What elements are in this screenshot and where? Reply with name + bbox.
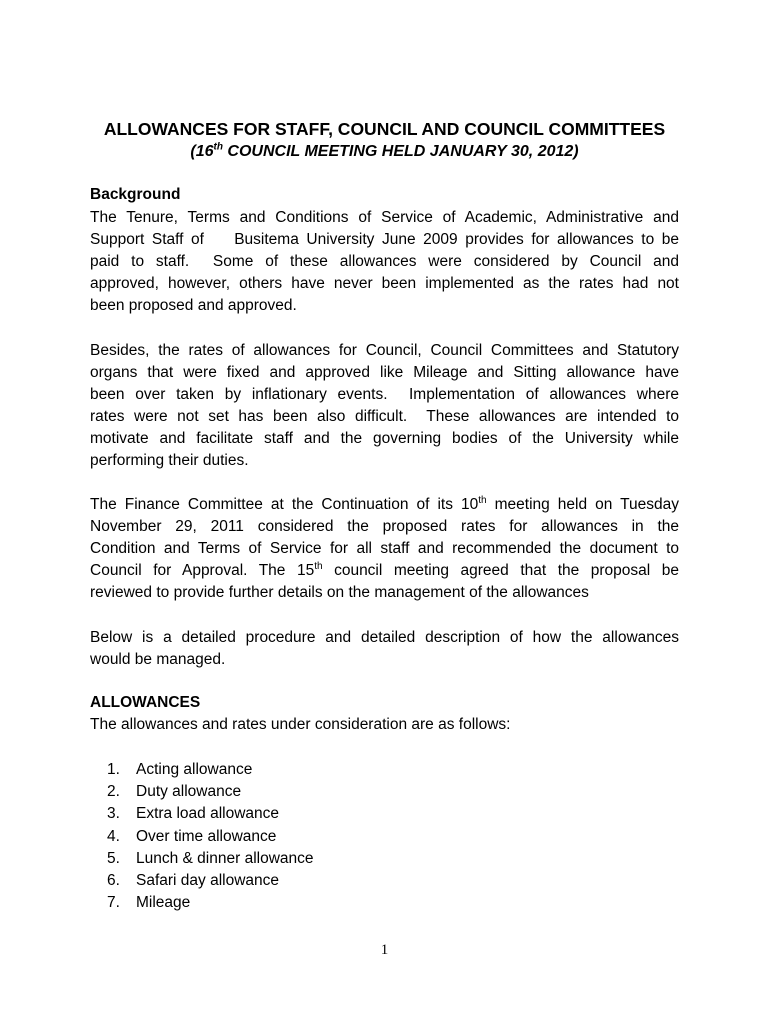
- finance-line-4-post: council meeting agreed that the proposal be: [322, 562, 679, 579]
- subtitle-rest: COUNCIL MEETING HELD JANUARY 30, 2012): [222, 143, 579, 160]
- finance-line: November 29, 2011 considered the proposed rates for allowances in the: [90, 518, 679, 535]
- finance-line: [90, 494, 679, 516]
- list-item: [107, 826, 314, 848]
- besides-line: organs that were fixed and approved like Mileage and Sitting allowance have: [90, 364, 679, 381]
- document-page: [90, 0, 679, 1024]
- list-item-number: 4.: [107, 827, 120, 845]
- list-item-label: Mileage: [136, 894, 191, 912]
- finance-line: Condition and Terms of Service for all staff and recommended the document to: [90, 540, 679, 557]
- list-item-number: 2.: [107, 783, 120, 801]
- background-heading: Background: [90, 186, 181, 203]
- finance-committee-paragraph: [90, 494, 679, 604]
- finance-line-1-post: meeting held on Tuesday: [486, 496, 679, 513]
- list-item: [107, 781, 314, 803]
- procedure-line: Below is a detailed procedure and detailed description of how the allowances: [90, 629, 679, 646]
- background-line: approved, however, others have never been implemented as the rates had not: [90, 275, 679, 292]
- list-item: [107, 870, 314, 892]
- besides-line: rates were not set has been also difficult. These allowances are intended to: [90, 408, 679, 425]
- document-title: ALLOWANCES FOR STAFF, COUNCIL AND COUNCIL COMMITTEES: [103, 119, 666, 139]
- list-item-number: 1.: [107, 761, 120, 778]
- allowances-intro: [90, 714, 679, 736]
- list-item-label: Safari day allowance: [136, 871, 280, 889]
- page-number: 1: [380, 942, 389, 958]
- list-item-label: Extra load allowance: [136, 805, 280, 823]
- besides-line: Besides, the rates of allowances for Council, Council Committees and Statutory: [90, 342, 679, 359]
- list-item-number: 6.: [107, 871, 120, 889]
- list-item-label: Acting allowance: [136, 761, 253, 778]
- background-paragraph: [90, 207, 679, 317]
- list-item-number: 3.: [107, 805, 120, 823]
- list-item: [107, 759, 314, 781]
- list-item: [107, 803, 314, 825]
- list-item-number: 7.: [107, 894, 120, 912]
- finance-line-4-pre: Council for Approval. The 15: [90, 562, 315, 579]
- finance-line: [90, 560, 679, 582]
- background-line: Support Staff of Busitema University June 2009 provides for allowances to be: [90, 231, 679, 248]
- finance-line-4-sup: th: [314, 560, 323, 572]
- procedure-paragraph: [90, 627, 679, 671]
- besides-line: motivate and facilitate staff and the governing bodies of the University while: [90, 430, 679, 447]
- background-line: The Tenure, Terms and Conditions of Service of Academic, Administrative and: [90, 209, 679, 226]
- document-subtitle: [90, 141, 679, 163]
- finance-line-1-pre: The Finance Committee at the Continuation of its 10: [90, 496, 479, 513]
- finance-line: reviewed to provide further details on the management of the allowances: [90, 584, 589, 601]
- list-item: [107, 848, 314, 870]
- list-item-label: Duty allowance: [136, 783, 242, 801]
- allowances-intro-line: The allowances and rates under consideration are as follows:: [90, 716, 511, 733]
- list-item: [107, 892, 314, 914]
- list-item-label: Lunch & dinner allowance: [136, 849, 314, 867]
- subtitle-prefix: (16: [190, 143, 214, 160]
- finance-line-1-sup: th: [478, 494, 487, 506]
- list-item-number: 5.: [107, 849, 120, 867]
- background-line: been proposed and approved.: [90, 297, 297, 314]
- procedure-line: would be managed.: [90, 651, 226, 668]
- besides-paragraph: [90, 340, 679, 472]
- allowances-list: [107, 759, 314, 914]
- list-item-label: Over time allowance: [136, 827, 277, 845]
- background-line: paid to staff. Some of these allowances were considered by Council and: [90, 253, 679, 270]
- besides-line: performing their duties.: [90, 452, 249, 469]
- allowances-heading: ALLOWANCES: [90, 694, 201, 711]
- subtitle-ordinal-suffix: th: [213, 141, 223, 153]
- besides-line: been over taken by inflationary events. Implementation of allowances where: [90, 386, 679, 403]
